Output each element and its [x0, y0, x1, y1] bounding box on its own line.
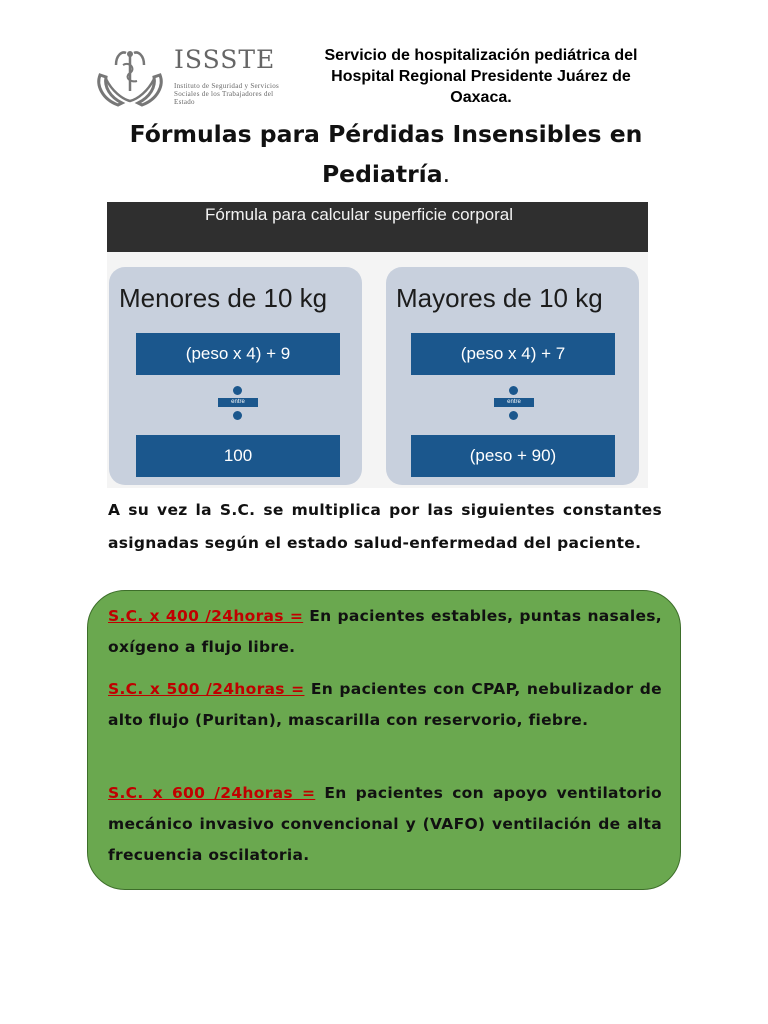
over-10kg-panel	[386, 267, 639, 485]
institute-name: Instituto de Seguridad y Servicios Sociales de los Trabajadores del Estado	[174, 82, 280, 106]
division-bar: entre	[218, 398, 258, 407]
division-dot	[233, 386, 242, 395]
denominator-box: 100	[136, 435, 340, 477]
constant-item	[108, 778, 662, 871]
constant-label: S.C. x 500 /24horas =	[108, 680, 305, 698]
under-10kg-panel	[109, 267, 362, 485]
division-dot	[509, 386, 518, 395]
division-dot	[233, 411, 242, 420]
title-text: Fórmulas para Pérdidas Insensibles en Pediatría	[129, 120, 643, 188]
division-sign-icon	[494, 386, 534, 420]
caring-hands-emblem-icon	[92, 45, 168, 111]
denominator-box: (peso + 90)	[411, 435, 615, 477]
panel-title: Mayores de 10 kg	[396, 283, 603, 313]
constant-label: S.C. x 600 /24horas =	[108, 784, 316, 802]
constant-item	[108, 601, 662, 663]
body-surface-formula-infographic	[107, 202, 648, 488]
intro-paragraph: A su vez la S.C. se multiplica por las siguientes constantes asignadas según el estado salud-enfermedad del paciente.	[108, 501, 662, 552]
title-period: .	[442, 160, 451, 188]
division-sign-icon	[218, 386, 258, 420]
constants-box	[87, 590, 681, 890]
constant-item	[108, 674, 662, 736]
numerator-box: (peso x 4) + 7	[411, 333, 615, 375]
division-bar: entre	[494, 398, 534, 407]
division-dot	[509, 411, 518, 420]
issste-wordmark: ISSSTE	[174, 45, 276, 74]
issste-logo	[92, 45, 287, 111]
constant-description: En pacientes con CPAP, nebulizador de alto flujo (Puritan), mascarilla con reservorio, fiebre.	[108, 680, 662, 729]
page-title	[108, 114, 664, 194]
constant-label: S.C. x 400 /24horas =	[108, 607, 304, 625]
infographic-header: Fórmula para calcular superficie corporal	[107, 202, 648, 252]
numerator-box: (peso x 4) + 9	[136, 333, 340, 375]
constant-description: En pacientes con apoyo ventilatorio mecánico invasivo convencional y (VAFO) ventilación de alta frecuencia oscilatoria.	[108, 784, 662, 864]
panel-title: Menores de 10 kg	[119, 283, 328, 313]
hospital-service-header: Servicio de hospitalización pediátrica del Hospital Regional Presidente Juárez de Oaxaca.	[324, 47, 638, 106]
constant-description: En pacientes estables, puntas nasales, oxígeno a flujo libre.	[108, 607, 662, 656]
